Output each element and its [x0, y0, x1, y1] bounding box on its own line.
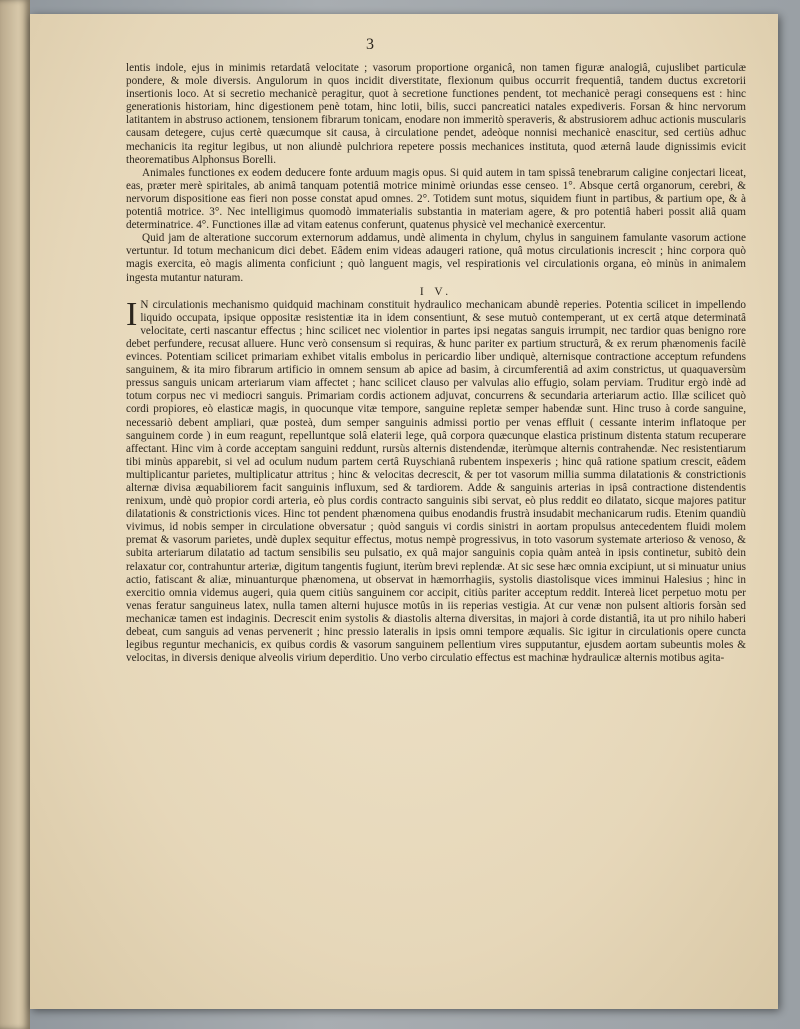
page-text [126, 62, 746, 665]
page-number: 3 [366, 36, 374, 53]
paragraph-3: Quid jam de alteratione succorum externorum addamus, undè alimenta in chylum, chylus in sanguinem famulante vasorum actione vertuntur. Id totum mechanicum dici debet. Eâdem enim videas adaugeri ratione, quâ motus circulationis increscit ; hinc corpora quò magis exercita, eò magis alimenta conficiunt ; quò languent magis, vel respirationis vel circulationis organa, eò minùs in animalem ingesta mutantur naturam. [126, 232, 746, 284]
drop-cap: I [126, 295, 138, 333]
facing-page-edge [0, 0, 30, 1029]
section-paragraph [126, 295, 746, 666]
paragraph-2: Animales functiones ex eodem deducere fonte arduum magis opus. Si quid autem in tam spissâ tenebrarum caligine conjectari liceat, eas, præter merè spiritales, ab animâ tanquam potentiâ motrice minimè oriundas esse censeo. 1°. Absque certâ organorum, cerebri, & nervorum dispositione eas fieri non posse constat apud omnes. 2°. Totidem sunt motus, siquidem fiunt in partibus, & partium ope, & à potentiâ motrice. 3°. Nec intelligimus quomodò immaterialis substantia in materiam agere, & pro potentiâ haberi possit aliâ quam determinatrice. 4°. Functiones illæ ad vitam eatenus conferunt, quatenus physicè vel mechanicè exercentur. [126, 166, 746, 232]
section-heading: I V. [419, 285, 453, 298]
paragraph-1: lentis indole, ejus in minimis retardatâ velocitate ; vasorum proportione organicâ, non tamen figuræ analogiâ, cujuslibet particulæ pondere, & mole diversis. Angulorum in quos incidit diverstitate, flexionum quibus occurrit frequentiâ, tandem ductus excretorii insertionis loco. At si secretio mechanicè peragitur, quot à secretione functiones pendent, tot mechanicè peragi consequens est : hinc generationis historiam, hinc digestionem penè totam, hinc lotii, bilis, succi pancreatici natales expediveris. Forsan & hinc nervorum latitantem in abstruso actionem, tensionem fibrarum tonicam, enodare non immeritò speraveris, & abstrusiorem adhuc actionis muscularis causam detegere, cujus certè quæcumque sit causa, à circulatione pendet, adeòque nonnisi mechanicè enascitur, sed certiùs adhuc mechanicis ita regitur legibus, ut non aliundè pulchriora repetere possis mechanices instituta, quod æternâ laude dignissimis evicit theorematibus Alphonsus Borelli. [126, 62, 746, 166]
document-page [30, 14, 778, 1009]
section-paragraph-text: N circulationis mechanismo quidquid machinam constituit hydraulico mechanicam abundè reperies. Potentia scilicet in impellendo liquido occupata, ipsique oppositæ resistentiæ ita in idem consentiunt, & sese mutuò contemperant, ut ex certâ atque determinatâ velocitate, certi nascantur effectus ; hinc scilicet nec violentior in partes ipsi negatas sanguis irrumpit, nec tardior quas benigno rore debet perfundere, recusat alluere. Hunc verò consensum si requiras, & hunc pariter ex partium structurâ, & ex rerum phænomenis facilè evinces. Potentiam scilicet primariam exhibet vitalis embolus in pericardio liber undiquè, alternisque contractione acceptum refundens sanguinem, & ita miro fibrarum artificio in omnem sensum ab apice ad basim, à circumferentiâ ad axim constrictus, ut quaquaversùm pressus sanguis unicam arteriarum viam affectet ; hanc scilicet clauso per valvulas alio effugio, solam perviam. Truditur ergò indè ad totum corpus nec vi mediocri sanguis. Primariam cordis actionem adjuvat, concurrens & secundaria arteriarum actio. Illæ scilicet quò cordi propiores, eò elasticæ magis, in quocunque vitæ tempore, sanguine repletæ semper habendæ sunt. Hinc truso à corde sanguine, necessariò debent ampliari, quæ posteà, dum semper sanguinis admissi portio per venas effluit ( cessante interim inflatoque per sanguinem corde ) in eum reagunt, repelluntque solâ elaterii lege, quâ corpora quæcunque elastica pristinum distenta statum recuperare affectant. Hinc vim à corde acceptam sanguini reddunt, rursùs alternis distendendæ, iterùmque alternis contrahendæ. Nec resistentiarum tibi minùs apparebit, si vel ad oculum nudum partem certâ Ruyschianâ rubentem inspexeris ; hinc quâ ratione spatium crescit, eâdem multiplicantur parietes, multiplicatur attritus ; hinc & velocitas decrescit, & per tot vasorum millia summa dilatationis & constrictionis alternæ divisa æquabiliorem facit sanguinis influxum, sed & tardiorem. Adde & sanguinis arterias in ipsâ contractione distendentis renixum, undè quò propior cordi arteria, eò plus cordis contracto sanguinis sibi servat, eò plus reddit eo dilatato, sicque majores patitur dilatationis & constrictionis vices. Hinc tot pendent phænomena quibus enodandis frustrà insudabit mechanicarum rudis. Etenim quandiù vivimus, id nobis semper in circulatione obversatur ; quòd sanguis vi cordis sinistri in aortam propulsus antecedentem fluidi molem premat & vasorum parietes, undè duplex sequitur effectus, motus nempè progressivus, in toto vasorum systemate arterioso & venoso, & subita arteriarum dilatatio ad tactum sensibilis seu pulsatio, ex quâ major sanguinis copia quàm anteà in ipsis continetur, subitò dein relaxatur cor, contrahuntur arteriæ, digitum tangentis fugiunt, iterùm brevi replendæ. At sic sese hæc omnia excipiunt, ut si minuatur unius actio, fatiscant & aliæ, minuanturque phænomena, ut observat in hæmorrhagiis, systolis diastolisque vices imminui Halesius ; hinc in exercitio omnia videmus augeri, quia quem citiùs sanguinem cor accipit, citiùs pariter acceptum reddit. Intereà licet perpetuo motu per venas feratur sanguineus latex, nulla tamen alterni hujusce motûs in iis reperias vestigia. At cur venæ non pulsent altioris forsàn sed mechanicæ tamen est indaginis. Decrescit enim systolis & diastolis alterna diversitas, in majori à corde distantiâ, ita ut pro nihilo haberi debeat, cum sanguis ad venas pervenerit ; hinc pressio lateralis in ipsis omni tempore æqualis. Sic igitur in circulationis opere cuncta legibus reguntur mechanicis, ex quibus cordis & vasorum sanguinem pellentium vires supputantur, ejusdem aortam subeuntis moles & velocitas, in diversis denique alveolis virium deperditio. Uno verbo circulatio effectus est machinæ hydraulicæ alternis motibus agita- [126, 298, 746, 665]
